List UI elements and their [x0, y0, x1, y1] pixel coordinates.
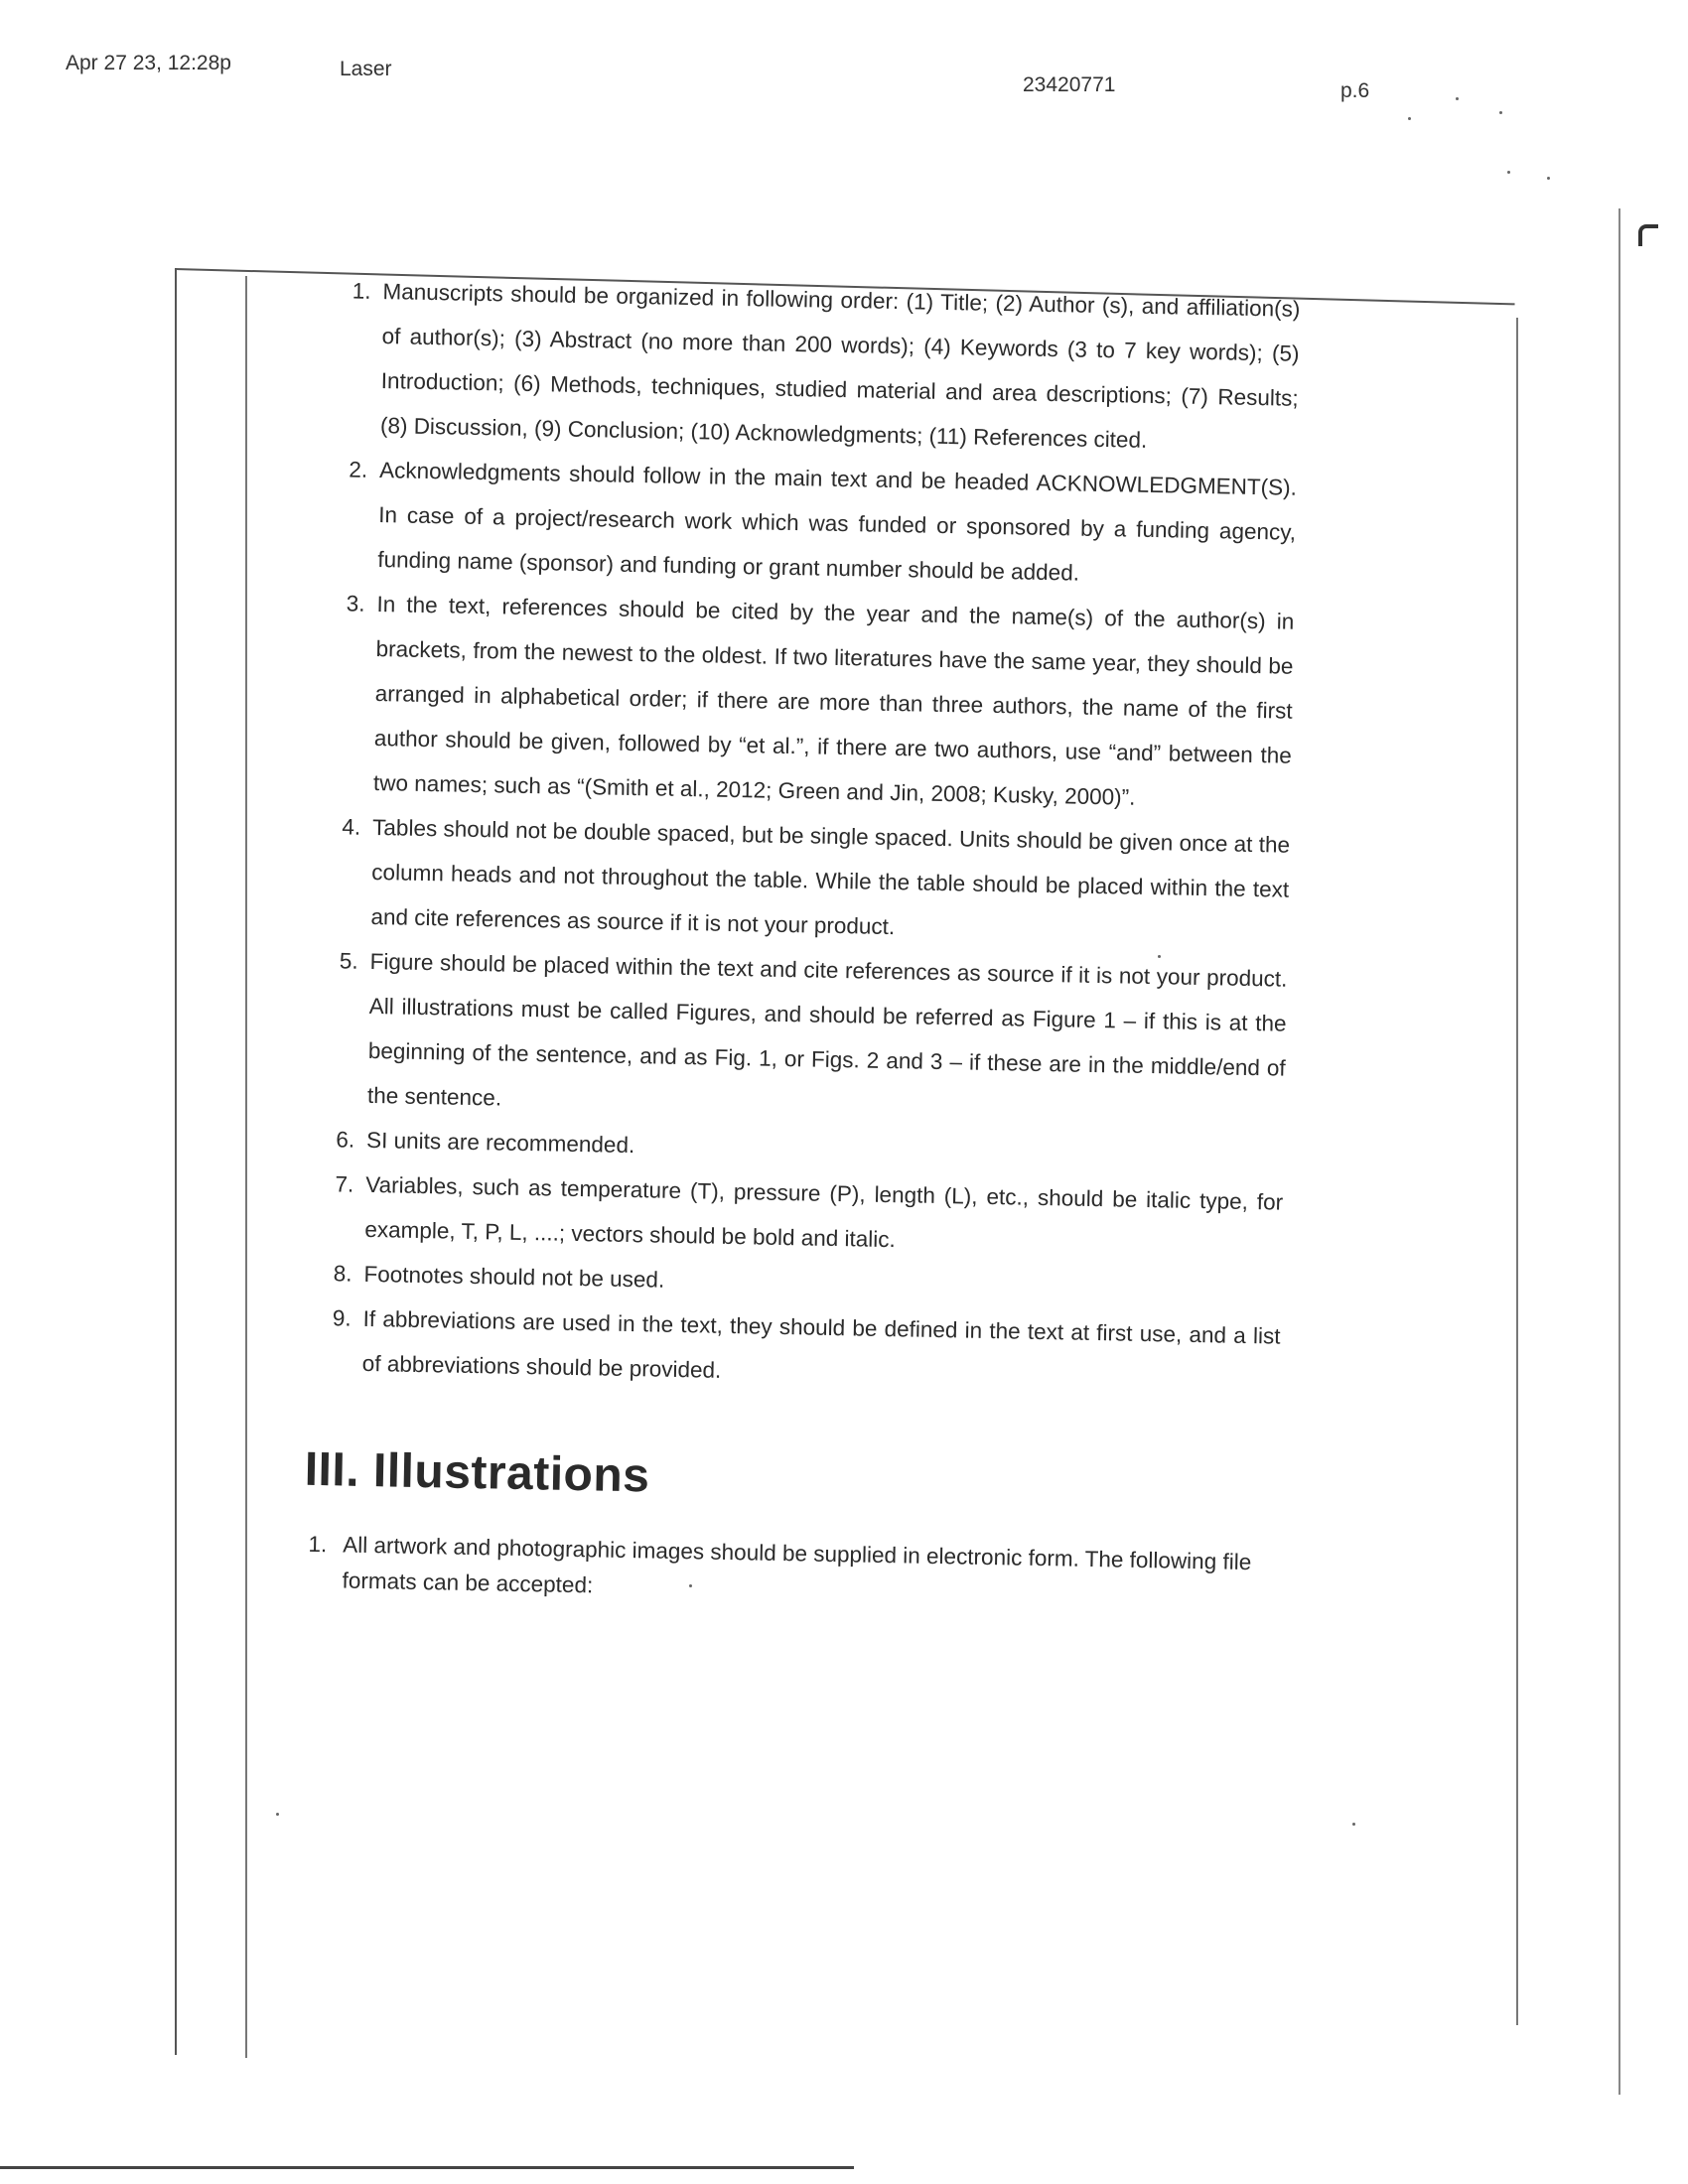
scan-border-left-outer — [175, 268, 177, 2055]
section-heading: III. Illustrations — [304, 1442, 650, 1503]
rule-number: 3. — [346, 591, 365, 616]
scan-speck — [1408, 117, 1411, 120]
rule-text: If abbreviations are used in the text, they should be defined in the text at first use, and a list of abbreviations should be provided. — [361, 1305, 1281, 1383]
scan-border-right — [1516, 318, 1518, 2025]
rule-item — [306, 1296, 1281, 1404]
rule-number: 2. — [349, 457, 368, 482]
rule-number: 6. — [336, 1127, 355, 1153]
rule-item — [325, 268, 1301, 466]
rule-item — [322, 447, 1297, 600]
rule-number: 9. — [332, 1305, 352, 1331]
scan-border-right-outer — [1618, 208, 1620, 2095]
rule-number: 1. — [308, 1531, 328, 1558]
rule-text: Footnotes should not be used. — [363, 1261, 665, 1293]
rule-item — [315, 804, 1290, 957]
rule-text: In the text, references should be cited by the year and the name(s) of the author(s) in brackets, from the newest to the oldest. If two literatures have the same year, they should be arranged in alphabetical order; if there are more than three authors, the name of the first author should be given, followed by “et al.”, if there are two authors, use “and” between the two names; such as “(Smith et al., 2012; Green and Jin, 2008; Kusky, 2000)”. — [372, 592, 1295, 810]
rule-number: 7. — [335, 1171, 354, 1197]
rule-number: 4. — [342, 814, 361, 840]
scan-speck — [1499, 111, 1502, 114]
fax-number: 23420771 — [1023, 73, 1116, 96]
rule-number: 1. — [352, 278, 371, 304]
rule-text: All artwork and photographic images should be supplied in electronic form. The following file formats can be accepted: — [342, 1532, 1252, 1598]
rule-number: 5. — [339, 948, 358, 974]
rule-text: Variables, such as temperature (T), pressure (P), length (L), etc., should be italic type, for example, T, P, L, ....; vectors should be bold and italic. — [364, 1171, 1284, 1253]
fax-date-time: Apr 27 23, 12:28p — [66, 52, 231, 74]
scan-border-left-inner — [245, 276, 247, 2058]
scan-speck — [276, 1813, 279, 1816]
illustrations-list — [302, 1527, 1276, 1617]
scan-speck — [1352, 1823, 1355, 1826]
scan-speck — [1456, 97, 1459, 100]
fax-page-number: p.6 — [1340, 79, 1370, 102]
rule-text: Figure should be placed within the text and cite references as source if it is not your product. All illustrations must be called Figures, and should be referred as Figure 1 – if this is at the beginning of the sentence, and as Fig. 1, or Figs. 2 and 3 – if these are in the middle/end of the sentence. — [366, 948, 1288, 1111]
rule-text: Manuscripts should be organized in following order: (1) Title; (2) Author (s), and affiliation(s) of author(s); (3) Abstract (no more than 200 words); (4) Keywords (3 to 7 key words); (5) Introduction; (6) Methods, techniques, studied material and area descriptions; (7) Results; (8) Discussion, (9) Conclusion; (10) Acknowledgments; (11) References cited. — [379, 279, 1301, 453]
scan-speck — [1547, 177, 1550, 180]
rule-number: 8. — [333, 1261, 352, 1287]
rule-item — [318, 581, 1295, 823]
illustration-item — [302, 1527, 1276, 1617]
rule-text: SI units are recommended. — [365, 1127, 635, 1159]
rule-text: Acknowledgments should follow in the main text and be headed ACKNOWLEDGMENT(S). In case of a project/research work which was funded or sponsored by a funding agency, funding name (sponsor) and funding or grant number should be added. — [377, 458, 1298, 586]
scan-bottom-line — [0, 2166, 854, 2169]
manuscript-rules-list — [306, 268, 1300, 1404]
rule-text: Tables should not be double spaced, but be single spaced. Units should be given once at the column heads and not throughout the table. While the table should be placed within the text and cite references as source if it is not your product. — [370, 814, 1291, 940]
rule-item — [312, 938, 1288, 1136]
scan-speck — [1507, 171, 1510, 174]
scan-tab-mark — [1638, 224, 1658, 246]
fax-header — [0, 52, 1688, 111]
document-page — [302, 268, 1301, 1617]
fax-mode: Laser — [340, 58, 392, 80]
